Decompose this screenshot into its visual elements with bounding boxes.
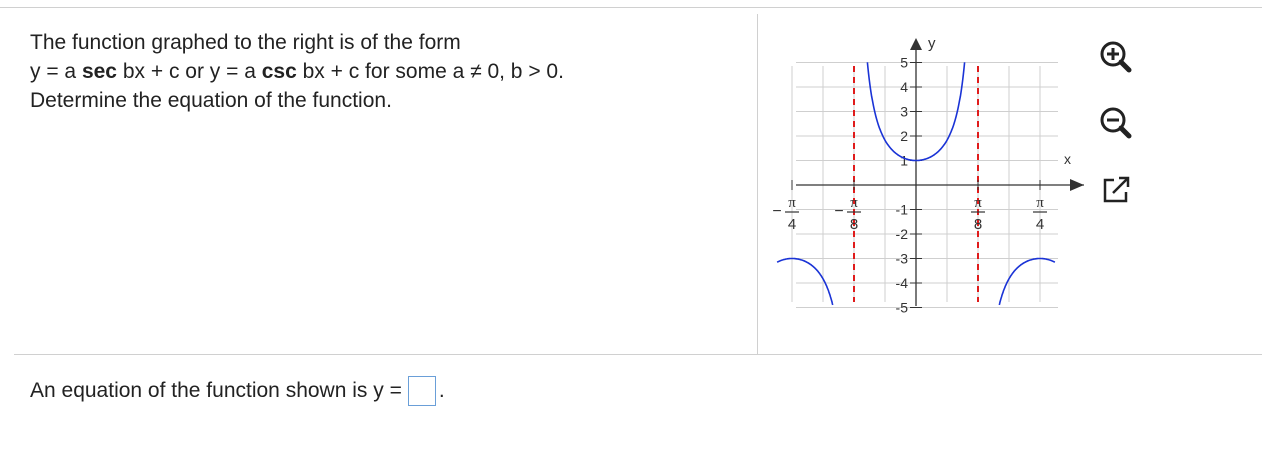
zoom-out-icon (1094, 102, 1138, 146)
x-tick-sign: − (834, 203, 844, 220)
answer-input[interactable] (408, 376, 436, 406)
x-tick-numerator: π (974, 195, 982, 211)
y-tick-label: -4 (895, 275, 908, 291)
zoom-out-button[interactable] (1094, 102, 1138, 146)
sec-keyword: sec (81, 60, 117, 83)
y-tick-label: 5 (900, 54, 908, 71)
y-axis-arrow (910, 38, 922, 50)
x-tick-denominator: 8 (973, 216, 983, 233)
problem-line-1: The function graphed to the right is of the form (30, 31, 461, 54)
top-rule (0, 7, 1262, 8)
x-tick-denominator: 8 (849, 216, 859, 233)
x-tick-numerator: π (788, 195, 796, 211)
x-tick-denominator: 4 (1035, 216, 1045, 233)
problem-text: y = a (30, 60, 82, 83)
problem-text: bx + c or y = a (117, 60, 262, 83)
zoom-in-icon (1094, 36, 1138, 80)
answer-row (30, 376, 445, 406)
y-tick-label: 1 (900, 152, 908, 169)
x-axis-arrow (1070, 179, 1084, 191)
y-tick-label: 4 (900, 79, 908, 95)
problem-text: bx + c for some a ≠ 0, b > 0. (296, 60, 564, 83)
x-tick-denominator: 4 (787, 216, 797, 233)
x-tick-numerator: π (850, 195, 858, 211)
popout-icon (1094, 168, 1138, 212)
section-divider (14, 354, 1262, 355)
problem-statement (30, 28, 564, 115)
y-axis-label: y (928, 35, 936, 52)
problem-line-3: Determine the equation of the function. (30, 89, 392, 112)
answer-period: . (438, 379, 445, 402)
curve-left-branch (777, 259, 833, 305)
y-tick-label: 3 (900, 103, 908, 120)
y-tick-label: 2 (900, 128, 908, 144)
graph (772, 30, 1090, 330)
answer-prompt: An equation of the function shown is y = (30, 379, 402, 402)
zoom-in-button[interactable] (1094, 36, 1138, 80)
y-tick-label: -3 (895, 250, 908, 267)
graph-svg (772, 30, 1090, 330)
y-tick-label: -5 (895, 299, 908, 316)
x-tick-numerator: π (1036, 195, 1044, 211)
panel-divider (757, 14, 758, 354)
y-tick-label: -1 (895, 201, 908, 218)
y-tick-label: -2 (895, 226, 908, 242)
x-tick-sign: − (772, 203, 782, 220)
x-axis-label: x (1064, 151, 1071, 167)
csc-keyword: csc (261, 60, 297, 83)
popout-button[interactable] (1094, 168, 1138, 212)
problem-line-2 (30, 57, 564, 86)
curve-right-branch (999, 259, 1055, 305)
